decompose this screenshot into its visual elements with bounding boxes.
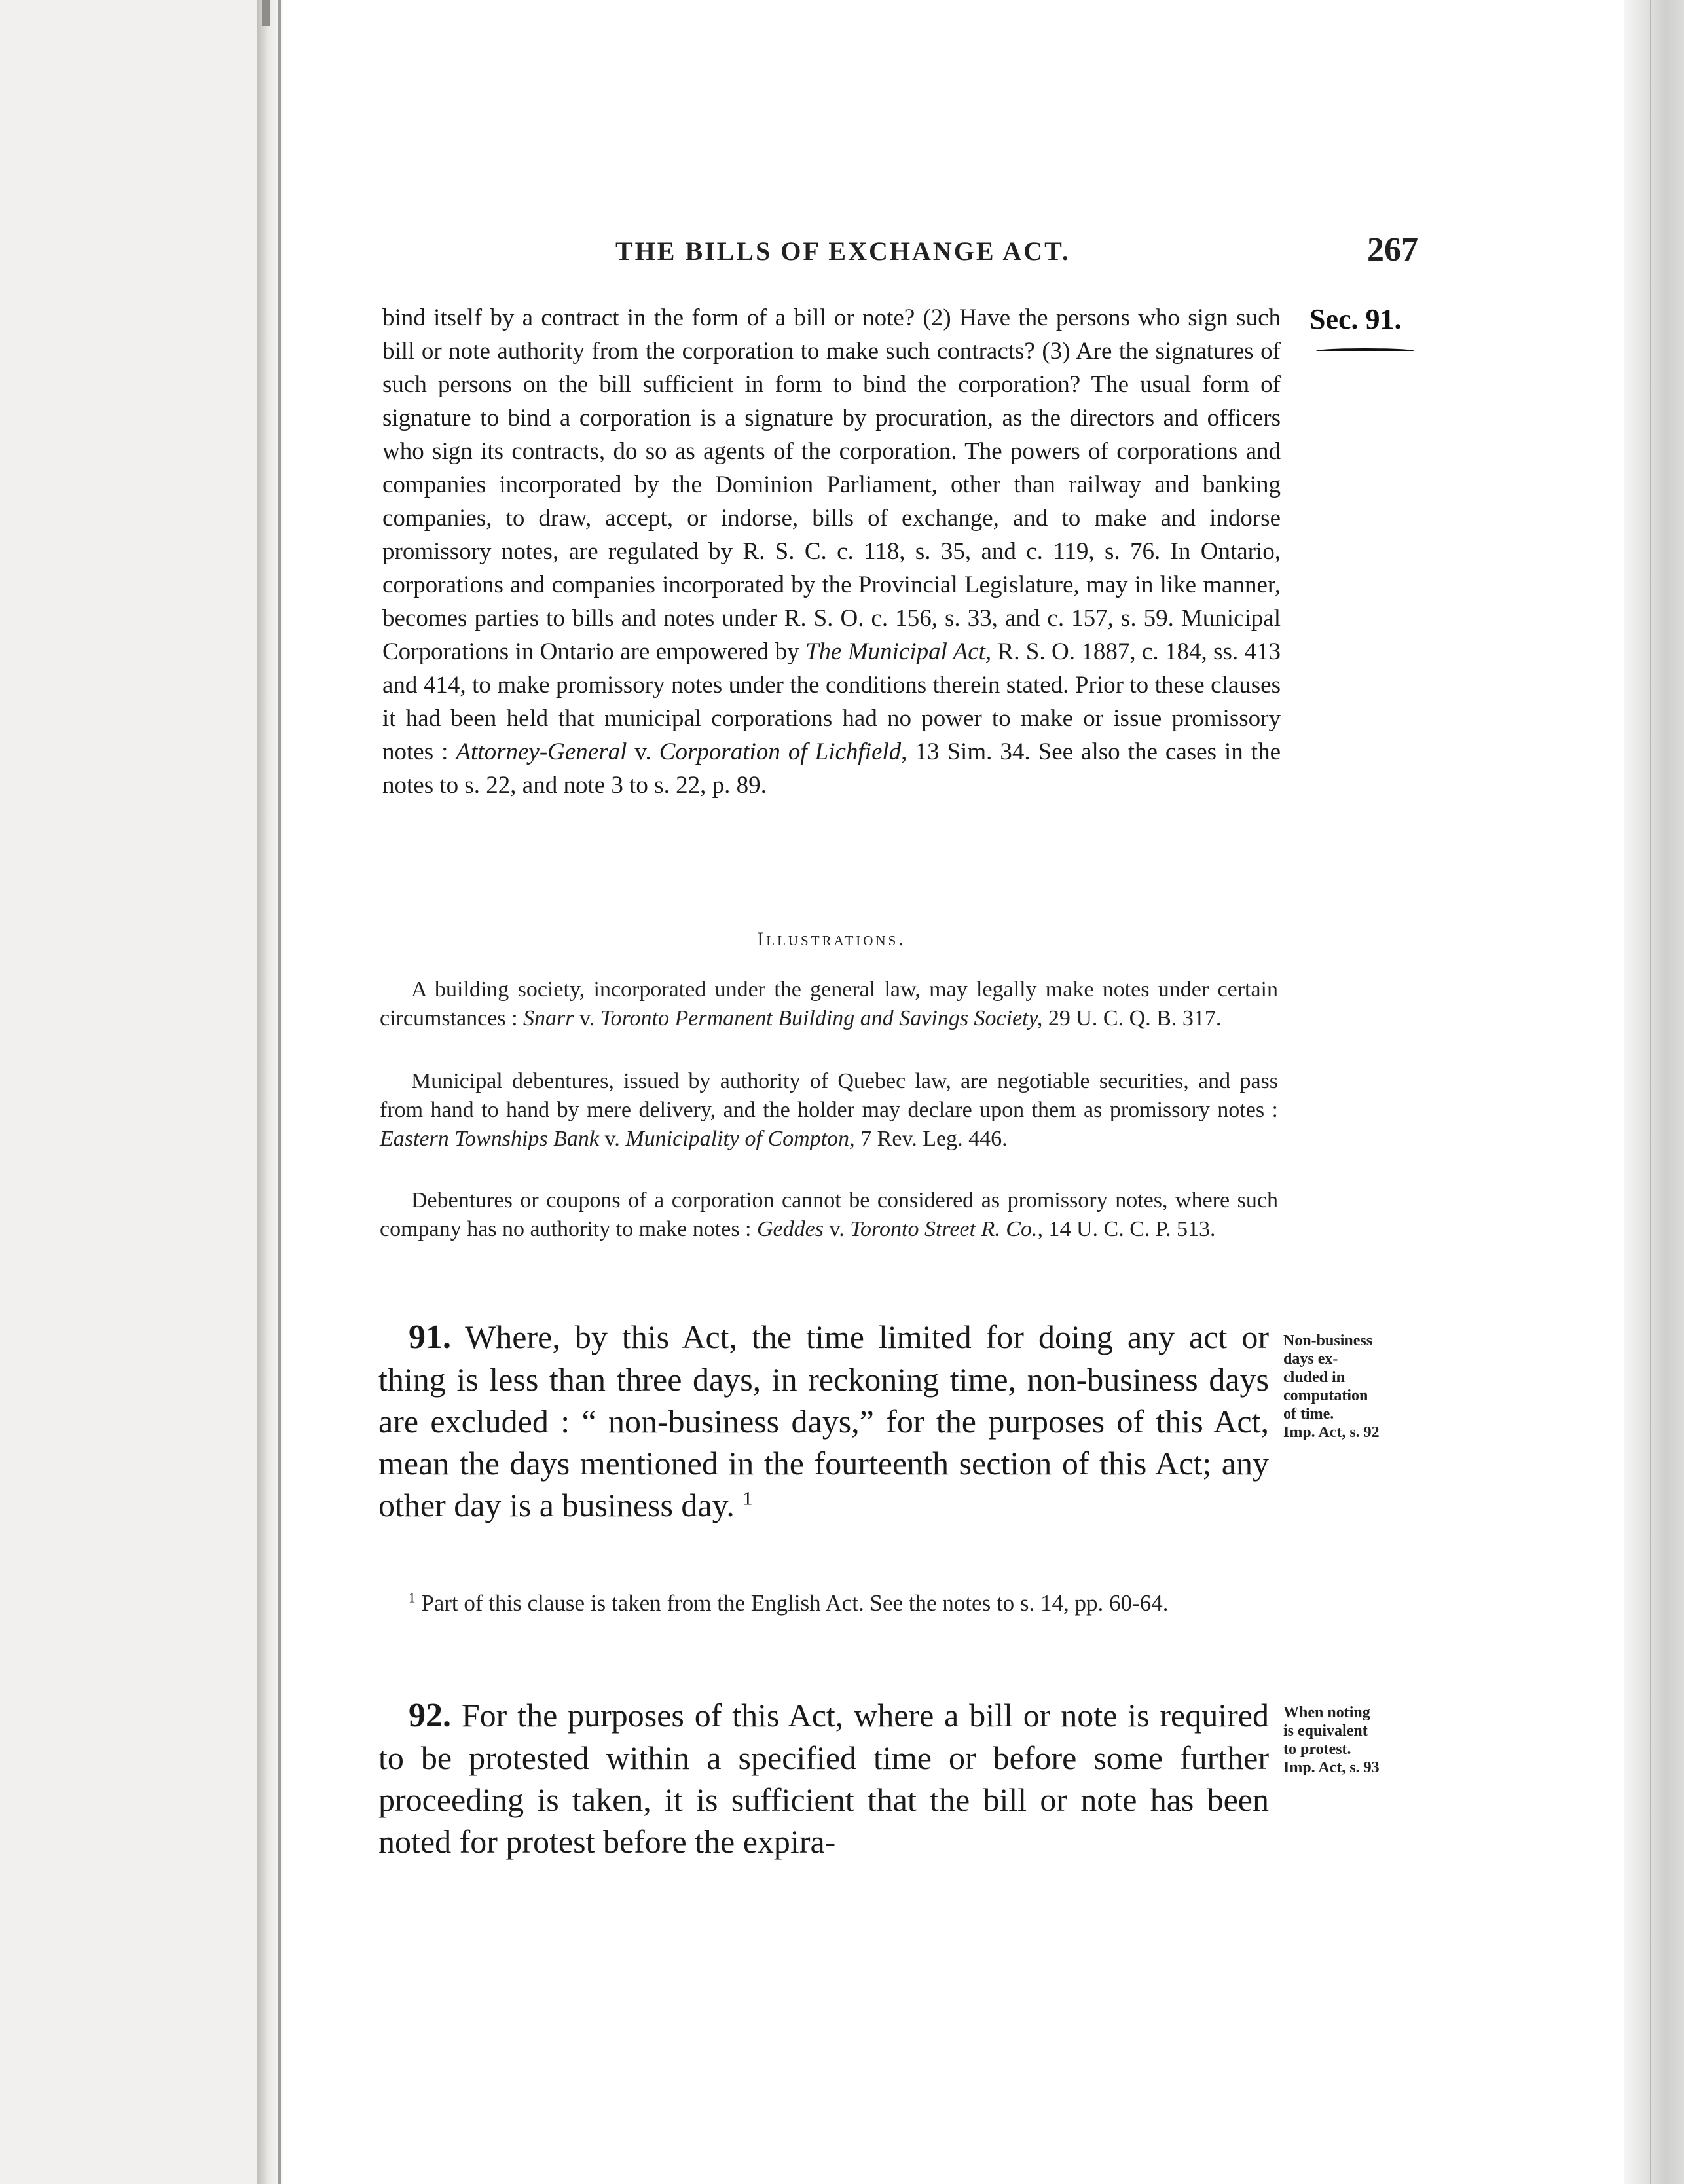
left-page-fragment xyxy=(0,0,262,2184)
section-label: Sec. 91. xyxy=(1309,303,1402,335)
page-number: 267 xyxy=(1367,231,1418,268)
illustration-item: Debentures or coupons of a corporation cannot be considered as promissory notes, where such company has no authority to make notes : Geddes v. Toronto Street R. Co., 14 U. C. C. P. 513. xyxy=(380,1188,1278,1241)
section-92-margin-note: When noting is equivalent to protest. Imp. Act, s. 93 xyxy=(1283,1704,1380,1776)
gutter-line xyxy=(278,0,281,2184)
page-edge xyxy=(1624,0,1684,2184)
section-91-margin-note: Non-business days ex- cluded in computation of time. Imp. Act, s. 92 xyxy=(1283,1332,1380,1441)
footnote-reference[interactable]: 1 xyxy=(742,1487,753,1510)
section-92-number: 92. xyxy=(409,1697,451,1734)
footnote: $^1$ Part of this clause is taken from the English Act. See the notes to s. 14, pp. 60-64. xyxy=(409,1590,1169,1616)
illustration-item: A building society, incorporated under the general law, may legally make notes under certain circumstances : Snarr v. Toronto Permanent Building and Savings Society, 29 U. C. Q. B. 317. xyxy=(380,977,1278,1030)
commentary-paragraph: bind itself by a contract in the form of a bill or note? (2) Have the persons who sign such bill or note authority from the corporation to make such contracts? (3) Are the signatures of such persons on the bill sufficient in form to bind the corporation? The usual form of signature to bind a corporation is a signature by procuration, as the directors and officers who sign its contracts, do so as agents of the corporation. The powers of corporations and companies incorporated by the Dominion Parliament, other than railway and banking companies, to draw, accept, or indorse, bills of exchange, and to make and indorse promissory notes, are regulated by R. S. C. c. 118, s. 35, and c. 119, s. 76. In Ontario, corporations and companies incorporated by the Provincial Legislature, may in like manner, becomes parties to bills and notes under R. S. O. c. 156, s. 33, and c. 157, s. 59. Municipal Corporations in Ontario are empowered by The Municipal Act, R. S. O. 1887, c. 184, ss. 413 and 414, to make promissory notes under the conditions therein stated. Prior to these clauses it had been held that municipal corporations had no power to make or issue promissory notes : Attorney-General v. Corporation of Lichfield, 13 Sim. 34. See also the cases in the notes to s. 22, and note 3 to s. 22, p. 89. xyxy=(382,304,1281,799)
page-stub xyxy=(262,0,270,26)
illustration-item: Municipal debentures, issued by authority of Quebec law, are negotiable securities, and pass from hand to hand by mere delivery, and the holder may declare upon them as promissory notes : Eastern Townships Bank v. Municipality of Compton, 7 Rev. Leg. 446. xyxy=(380,1069,1278,1151)
section-91-number: 91. xyxy=(409,1319,451,1356)
running-head: THE BILLS OF EXCHANGE ACT. xyxy=(615,236,1071,266)
section-91-text: 91. Where, by this Act, the time limited for doing any act or thing is less than three days, in reckoning time, non-business days are excluded : “ non-business days,” for the purposes of this Act, mean the days mentioned in the fourteenth section of this Act; any other day is a business day. $^1$ xyxy=(378,1319,1269,1523)
illustrations-heading: Illustrations. xyxy=(757,928,906,950)
footnote-marker: 1 xyxy=(409,1590,416,1606)
section-92-text: 92. For the purposes of this Act, where a bill or note is required to be protested within a specified time or before some further proceeding is taken, it is sufficient that the bill or note has been noted for protest before the expira- xyxy=(378,1697,1269,1860)
section-label-rule xyxy=(1316,348,1414,354)
